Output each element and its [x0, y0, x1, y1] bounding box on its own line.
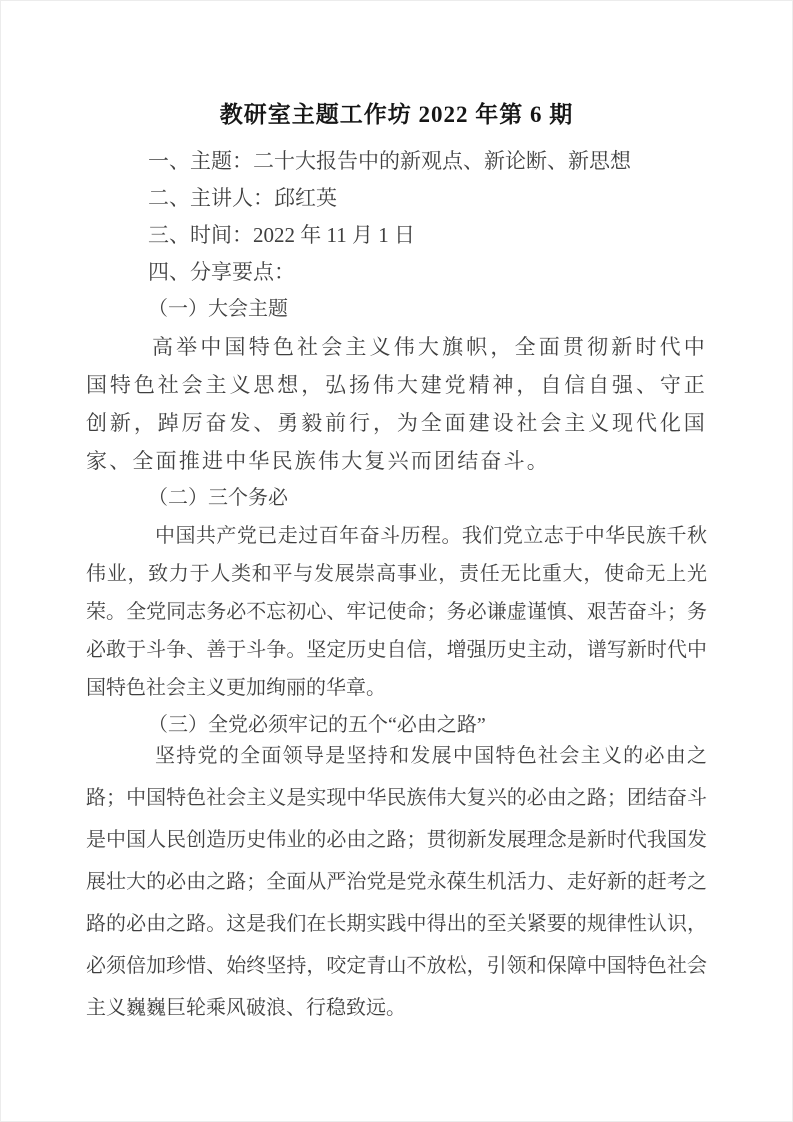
meta-line-date: 三、时间：2022 年 11 月 1 日	[148, 223, 415, 247]
section-1-heading: （一）大会主题	[148, 298, 288, 320]
meta-list	[86, 143, 707, 291]
meta-line-topic: 一、主题：二十大报告中的新观点、新论断、新思想	[148, 149, 631, 173]
section-2-heading: （二）三个务必	[148, 487, 288, 509]
document-title: 教研室主题工作坊 2022 年第 6 期	[219, 102, 574, 127]
meta-line-speaker: 二、主讲人：邱红英	[148, 186, 337, 210]
section-1-body: 高举中国特色社会主义伟大旗帜，全面贯彻新时代中国特色社会主义思想，弘扬伟大建党精神，自信自强、守正创新，踔厉奋发、勇毅前行，为全面建设社会主义现代化国家、全面推进中华民族伟大复兴而团结奋斗。	[86, 335, 707, 473]
section-3-body: 坚持党的全面领导是坚持和发展中国特色社会主义的必由之路；中国特色社会主义是实现中华民族伟大复兴的必由之路；团结奋斗是中国人民创造历史伟业的必由之路；贯彻新发展理念是新时代我国发展壮大的必由之路；全面从严治党是党永葆生机活力、走好新的赶考之路的必由之路。这是我们在长期实践中得出的至关紧要的规律性认识，必须倍加珍惜、始终坚持，咬定青山不放松，引领和保障中国特色社会主义巍巍巨轮乘风破浪、行稳致远。	[86, 745, 707, 1019]
section-1	[86, 291, 707, 480]
meta-line-sharing-points: 四、分享要点：	[148, 260, 295, 284]
section-2-body: 中国共产党已走过百年奋斗历程。我们党立志于中华民族千秋伟业，致力于人类和平与发展崇高事业，责任无比重大，使命无上光荣。全党同志务必不忘初心、牢记使命；务必谦虚谨慎、艰苦奋斗；务必敢于斗争、善于斗争。坚定历史自信，增强历史主动，谱写新时代中国特色社会主义更加绚丽的华章。	[86, 525, 707, 699]
section-2	[86, 480, 707, 707]
section-3	[86, 707, 707, 1029]
document-content	[86, 1, 707, 1029]
section-3-heading: （三）全党必须牢记的五个“必由之路”	[148, 714, 486, 736]
